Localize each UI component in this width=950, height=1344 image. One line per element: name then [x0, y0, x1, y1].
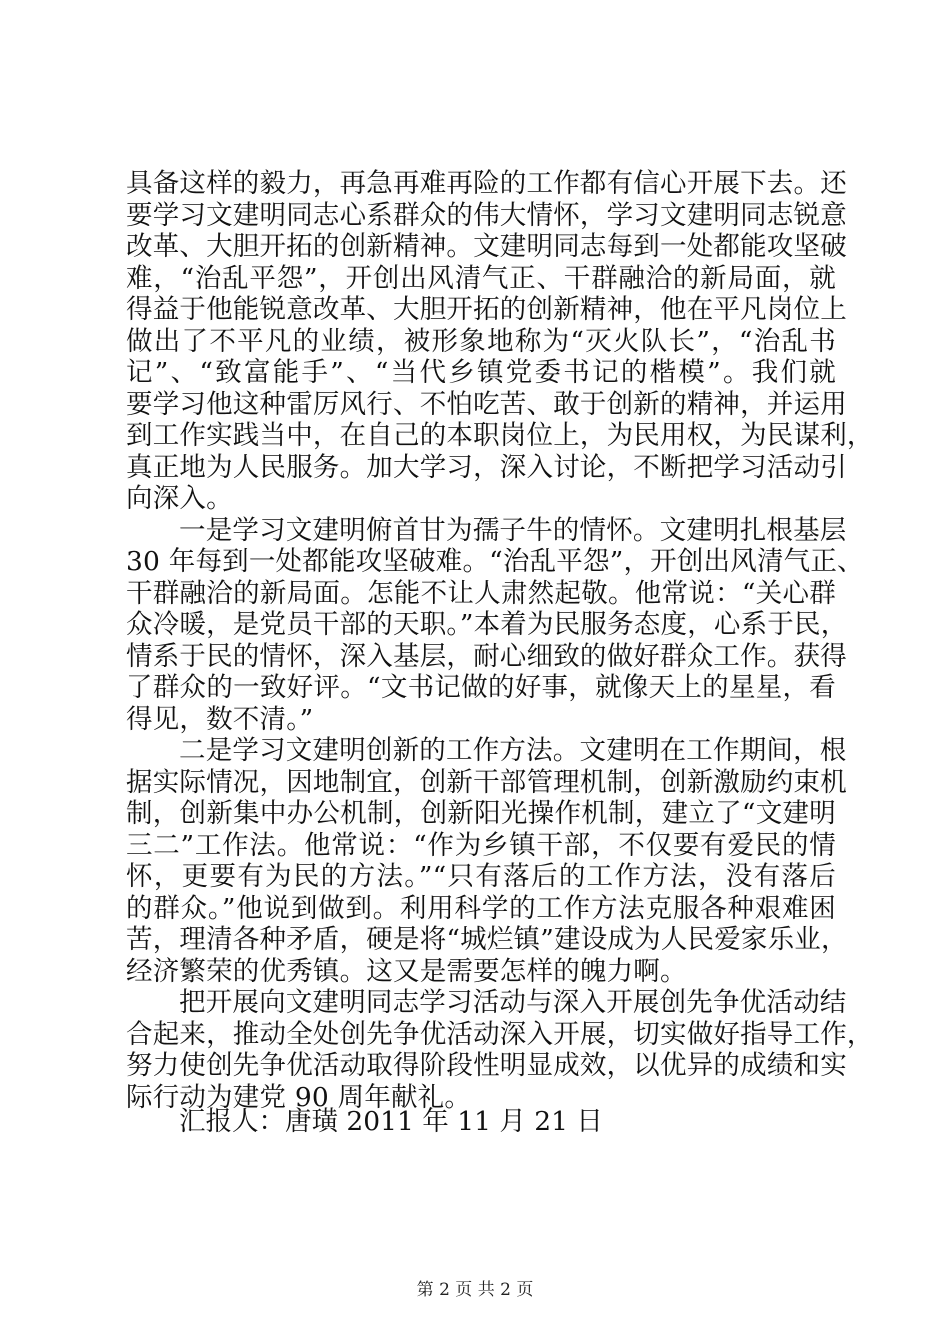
text-line: 干群融洽的新局面。怎能不让人肃然起敬。他常说：“关心群 — [126, 577, 836, 609]
text-line: 努力使创先争优活动取得阶段性明显成效，以优异的成绩和实 — [126, 1050, 847, 1081]
text-line: 情系于民的情怀，深入基层，耐心细致的做好群众工作。获得 — [126, 640, 847, 672]
text-line: 要学习文建明同志心系群众的伟大情怀，学习文建明同志锐意 — [126, 199, 847, 231]
text-line: 众冷暖，是党员干部的天职。”本着为民服务态度，心系于民， — [126, 609, 848, 640]
text-line: 改革、大胆开拓的创新精神。文建明同志每到一处都能攻坚破 — [126, 231, 847, 262]
text-line: 的群众。”他说到做到。利用科学的工作方法克服各种艰难困 — [126, 892, 836, 924]
page-footer: 第 2 页 共 2 页 — [416, 1280, 534, 1300]
text-line: 了群众的一致好评。“文书记做的好事，就像天上的星星，看 — [126, 672, 836, 703]
text-line: 做出了不平凡的业绩，被形象地称为“灭火队长”，“治乱书 — [126, 325, 836, 357]
text-line: 把开展向文建明同志学习活动与深入开展创先争优活动结 — [179, 987, 847, 1018]
text-line: 合起来，推动全处创先争优活动深入开展，切实做好指导工作， — [126, 1018, 874, 1050]
text-line: 三二”工作法。他常说：“作为乡镇干部，不仅要有爱民的情 — [126, 829, 836, 861]
text-line: 际行动为建党 90 周年献礼。 — [126, 1081, 472, 1113]
text-line: 难，“治乱平怨”，开创出风清气正、干群融洽的新局面，就 — [126, 262, 836, 294]
text-line: 具备这样的毅力，再急再难再险的工作都有信心开展下去。还 — [126, 168, 847, 199]
text-line: 得见，数不清。” — [126, 703, 314, 735]
text-line: 一是学习文建明俯首甘为孺子牛的情怀。文建明扎根基层 — [179, 514, 847, 546]
text-line: 真正地为人民服务。加大学习，深入讨论，不断把学习活动引 — [126, 451, 847, 483]
paragraph — [126, 514, 864, 736]
text-line: 记”、“致富能手”、“当代乡镇党委书记的楷模”。我们就 — [126, 357, 836, 388]
paragraph — [126, 735, 848, 987]
text-line: 30 年每到一处都能攻坚破难。“治乱平怨”，开创出风清气正、 — [126, 546, 864, 577]
paragraph — [126, 168, 874, 515]
text-line: 据实际情况，因地制宜，创新干部管理机制，创新激励约束机 — [126, 766, 847, 798]
text-line: 得益于他能锐意改革、大胆开拓的创新精神，他在平凡岗位上 — [126, 294, 847, 325]
document-body — [126, 168, 874, 1113]
text-line: 怀，更要有为民的方法。”“只有落后的工作方法，没有落后 — [126, 861, 836, 892]
text-line: 到工作实践当中，在自己的本职岗位上，为民用权，为民谋利， — [126, 420, 874, 451]
text-line: 苦，理清各种矛盾，硬是将“城烂镇”建设成为人民爱家乐业， — [126, 924, 848, 955]
text-line: 经济繁荣的优秀镇。这又是需要怎样的魄力啊。 — [126, 955, 687, 987]
reporter-signature-line: 汇报人：唐璜 2011 年 11 月 21 日 — [179, 1106, 603, 1137]
text-line: 要学习他这种雷厉风行、不怕吃苦、敢于创新的精神，并运用 — [126, 388, 847, 420]
text-line: 二是学习文建明创新的工作方法。文建明在工作期间，根 — [179, 735, 847, 766]
text-line: 制，创新集中办公机制，创新阳光操作机制，建立了“文建明 — [126, 798, 836, 829]
text-line: 向深入。 — [126, 483, 233, 514]
paragraph — [126, 987, 874, 1113]
